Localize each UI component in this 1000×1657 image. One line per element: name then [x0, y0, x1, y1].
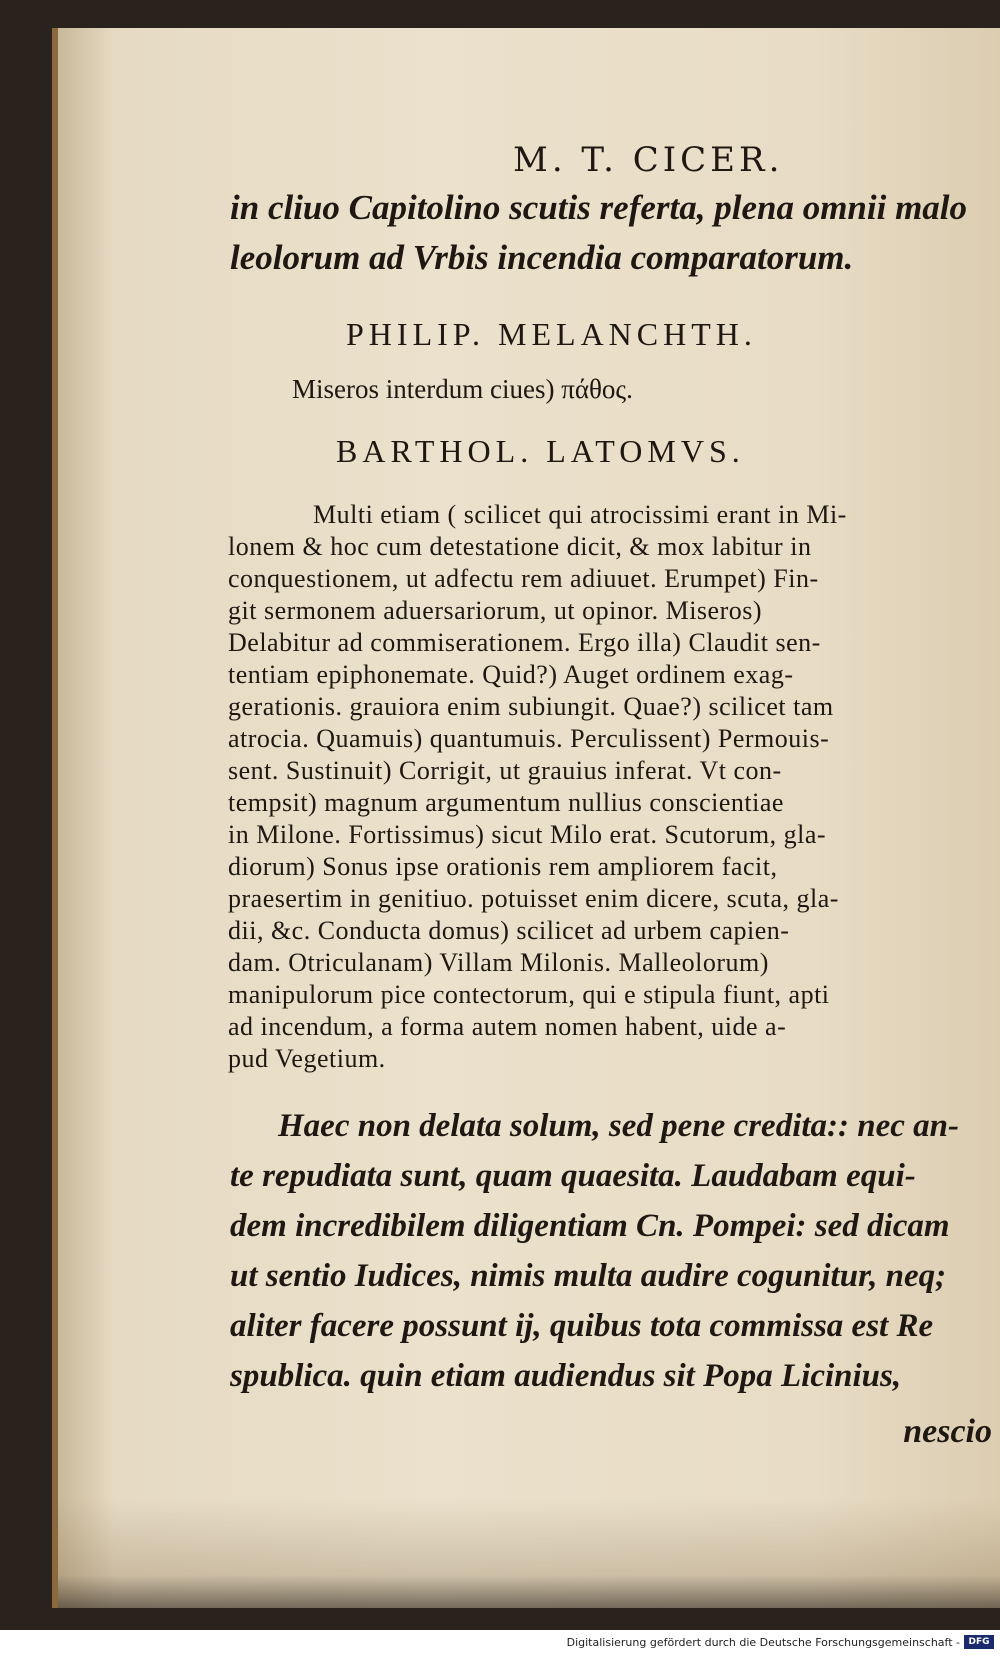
commentary-line: git sermonem aduersariorum, ut opinor. Miseros) [228, 596, 763, 625]
lemma-miseros: Miseros interdum ciues) πάθος. [292, 374, 633, 404]
dfg-logo[interactable]: DFG [964, 1635, 994, 1649]
commentary-line: gerationis. grauiora enim subiungit. Quae?) scilicet tam [228, 692, 834, 721]
text-line: spublica. quin etiam audiendus sit Popa Licinius, [230, 1358, 902, 1394]
footer-bar [0, 1630, 1000, 1657]
commentary-line: dam. Otriculanam) Villam Milonis. Malleolorum) [228, 948, 769, 977]
commentary-line: lonem & hoc cum detestatione dicit, & mox labitur in [228, 532, 812, 561]
text-line: dem incredibilem diligentiam Cn. Pompei: sed dicam [230, 1208, 950, 1244]
commentary-line: manipulorum pice contectorum, qui e stipula fiunt, apti [228, 980, 830, 1009]
text-line: aliter facere possunt ij, quibus tota commissa est Re [230, 1308, 934, 1344]
commentary-line: dii, &c. Conducta domus) scilicet ad urbem capien- [228, 916, 790, 945]
book-page [52, 28, 1000, 1608]
text-line: Haec non delata solum, sed pene credita:: nec an- [278, 1108, 960, 1144]
commentary-line: tempsit) magnum argumentum nullius conscientiae [228, 788, 784, 817]
commentary-line: Delabitur ad commiserationem. Ergo illa) Claudit sen- [228, 628, 821, 657]
commentary-line: pud Vegetium. [228, 1044, 386, 1073]
text-line: ut sentio Iudices, nimis multa audire cogunitur, neq; [230, 1258, 947, 1294]
intro-line-2: leolorum ad Vrbis incendia comparatorum. [230, 238, 854, 277]
heading-latomus: BARTHOL. LATOMVS. [336, 433, 745, 469]
commentary-line: diorum) Sonus ipse orationis rem ampliorem facit, [228, 852, 778, 881]
commentary-line: atrocia. Quamuis) quantumuis. Perculissent) Permouis- [228, 724, 830, 753]
commentary-line: ad incendum, a forma autem nomen habent, uide a- [228, 1012, 787, 1041]
running-head: M. T. CICER. [513, 140, 784, 180]
intro-line-1: in cliuo Capitolino scutis referta, plena omnii malo [230, 188, 968, 227]
commentary-line: tentiam epiphonemate. Quid?) Auget ordinem exag- [228, 660, 794, 689]
commentary-line: Multi etiam ( scilicet qui atrocissimi erant in Mi- [313, 500, 847, 529]
commentary-line: praesertim in genitiuo. potuisset enim dicere, scuta, gla- [228, 884, 839, 913]
commentary-line: conquestionem, ut adfectu rem adiuuet. Erumpet) Fin- [228, 564, 819, 593]
text-line: te repudiata sunt, quam quaesita. Laudabam equi- [230, 1158, 916, 1194]
catchword: nescio [903, 1413, 992, 1450]
heading-melanchthon: PHILIP. MELANCHTH. [346, 316, 757, 352]
commentary-line: sent. Sustinuit) Corrigit, ut grauius inferat. Vt con- [228, 756, 782, 785]
commentary-line: in Milone. Fortissimus) sicut Milo erat. Scutorum, gla- [228, 820, 827, 849]
footer-credit: Digitalisierung gefördert durch die Deutsche Forschungsgemeinschaft - [566, 1636, 960, 1649]
